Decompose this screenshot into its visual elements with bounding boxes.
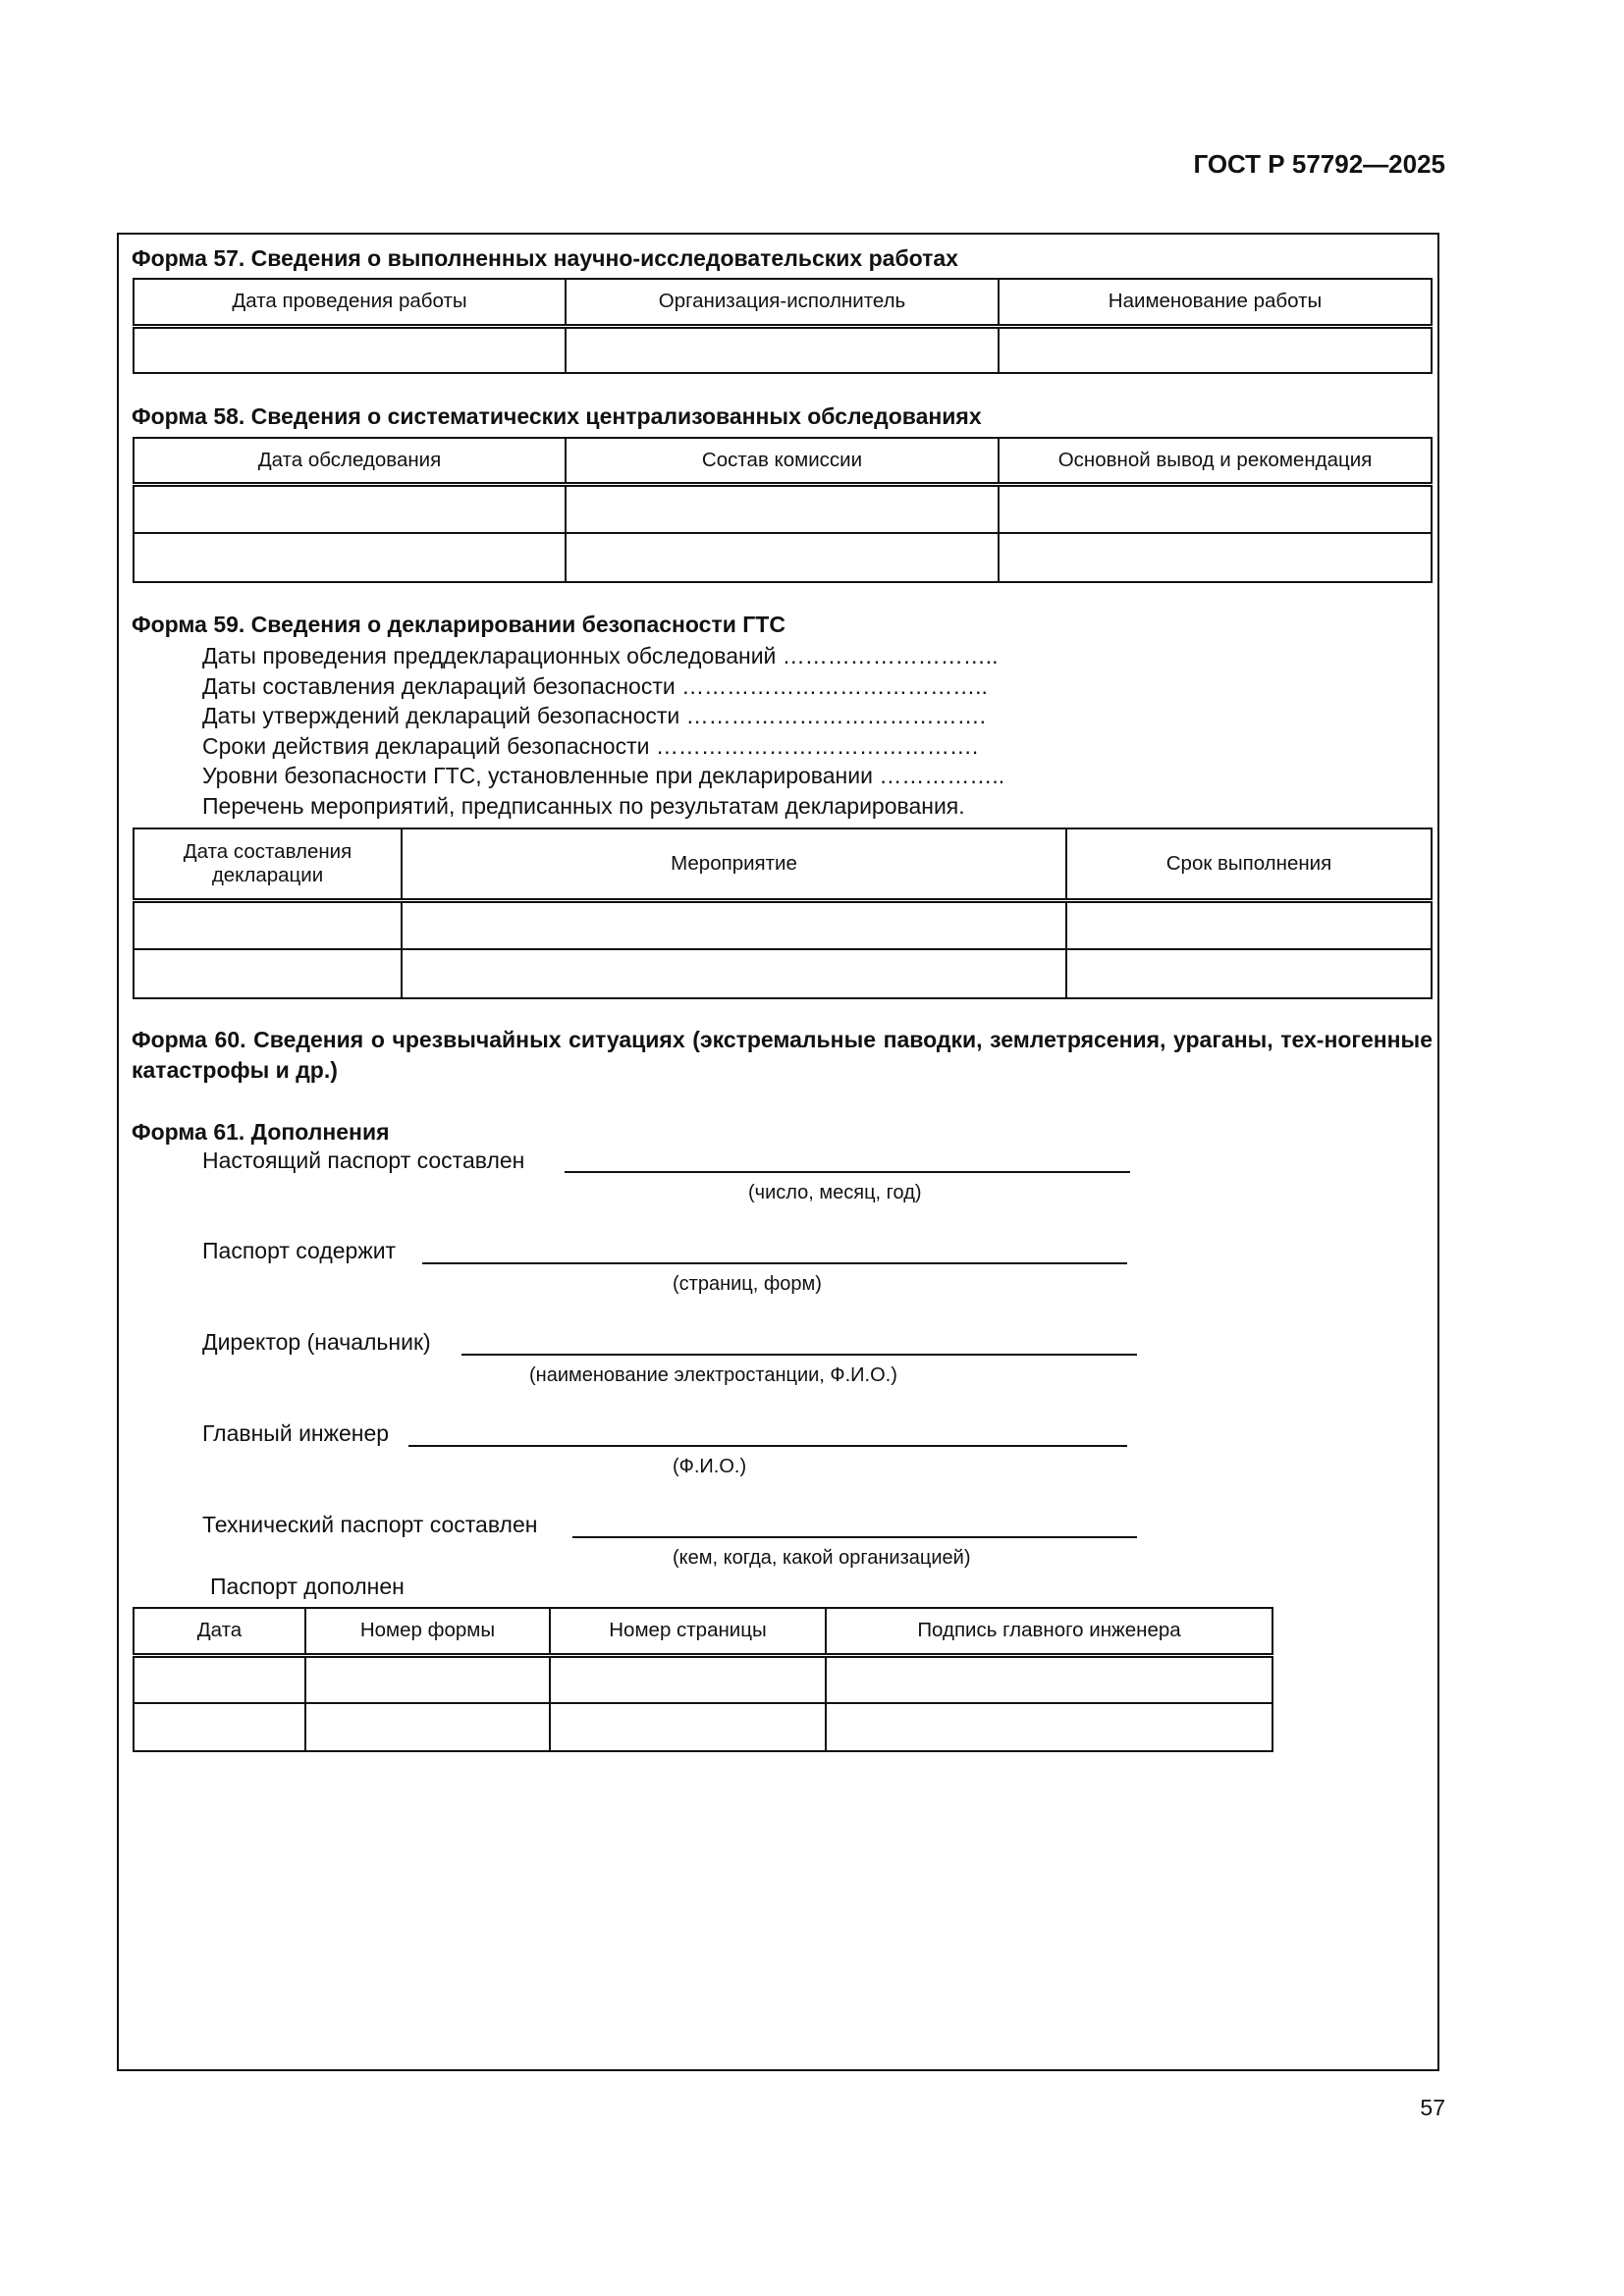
field-contains-caption: (страниц, форм) (673, 1273, 822, 1295)
form58-title: Форма 58. Сведения о систематических централизованных обследованиях (132, 403, 982, 429)
form61-col-signature: Подпись главного инженера (826, 1608, 1272, 1655)
form61-table (133, 1607, 1273, 1752)
table-cell[interactable] (826, 1655, 1272, 1703)
form59-table (133, 828, 1433, 999)
table-cell[interactable] (134, 1655, 305, 1703)
form59-col-measure: Мероприятие (402, 828, 1066, 900)
table-cell[interactable] (305, 1655, 550, 1703)
table-cell[interactable] (305, 1703, 550, 1751)
field-compiled-label: Настоящий паспорт составлен (202, 1148, 525, 1173)
table-cell[interactable] (826, 1703, 1272, 1751)
table-cell[interactable] (999, 533, 1432, 582)
table-row (134, 533, 1432, 582)
table-cell[interactable] (1066, 900, 1432, 949)
field-compiled-line[interactable] (565, 1171, 1130, 1173)
form59-col-deadline: Срок выполнения (1066, 828, 1432, 900)
field-tech-passport-label: Технический паспорт составлен (202, 1512, 538, 1537)
table-cell[interactable] (550, 1703, 826, 1751)
form59-line-predeclaration: Даты проведения преддекларационных обследований ……………………….. (202, 643, 999, 668)
standard-number: ГОСТ Р 57792—2025 (1193, 149, 1445, 179)
form59-col-date: Дата составления декларации (134, 828, 402, 900)
form61-col-page-number: Номер страницы (550, 1608, 826, 1655)
field-tech-passport-caption: (кем, когда, какой организацией) (673, 1547, 971, 1569)
table-cell[interactable] (550, 1655, 826, 1703)
form59-title: Форма 59. Сведения о декларировании безопасности ГТС (132, 612, 785, 637)
field-chief-engineer-caption: (Ф.И.О.) (673, 1456, 747, 1477)
table-row (134, 484, 1432, 533)
form61-title: Форма 61. Дополнения (132, 1119, 390, 1145)
form58-col-conclusion: Основной вывод и рекомендация (999, 438, 1432, 484)
field-chief-engineer-line[interactable] (408, 1445, 1127, 1447)
table-row (134, 1703, 1272, 1751)
page-number: 57 (1420, 2095, 1445, 2120)
field-director-line[interactable] (461, 1354, 1137, 1356)
field-chief-engineer-label: Главный инженер (202, 1420, 390, 1446)
form58-col-commission: Состав комиссии (566, 438, 999, 484)
field-contains-line[interactable] (422, 1262, 1127, 1264)
field-director-caption: (наименование электростанции, Ф.И.О.) (529, 1364, 897, 1386)
form57-col-work-name: Наименование работы (999, 279, 1432, 326)
table-row (134, 1655, 1272, 1703)
table-cell[interactable] (566, 533, 999, 582)
form61-col-date: Дата (134, 1608, 305, 1655)
table-cell[interactable] (134, 326, 566, 373)
table-cell[interactable] (566, 326, 999, 373)
form61-col-form-number: Номер формы (305, 1608, 550, 1655)
form57-col-date: Дата проведения работы (134, 279, 566, 326)
field-tech-passport-line[interactable] (572, 1536, 1137, 1538)
form59-line-validity: Сроки действия деклараций безопасности ……………………………………. (202, 733, 979, 759)
table-cell[interactable] (566, 484, 999, 533)
table-cell[interactable] (402, 949, 1066, 998)
table-cell[interactable] (134, 900, 402, 949)
supplement-label: Паспорт дополнен (210, 1574, 405, 1599)
table-cell[interactable] (999, 326, 1432, 373)
form59-line-compiled: Даты составления деклараций безопасности ………………………………….. (202, 673, 988, 699)
field-director-label: Директор (начальник) (202, 1329, 431, 1355)
form57-table (133, 278, 1433, 374)
table-row (134, 900, 1432, 949)
form57-col-organization: Организация-исполнитель (566, 279, 999, 326)
table-row (134, 326, 1432, 373)
field-compiled-caption: (число, месяц, год) (748, 1182, 922, 1203)
table-cell[interactable] (134, 949, 402, 998)
form58-col-date: Дата обследования (134, 438, 566, 484)
field-contains-label: Паспорт содержит (202, 1238, 397, 1263)
table-cell[interactable] (1066, 949, 1432, 998)
form57-title: Форма 57. Сведения о выполненных научно-исследовательских работах (132, 245, 958, 271)
form59-line-levels: Уровни безопасности ГТС, установленные при декларировании …………….. (202, 763, 1005, 788)
table-cell[interactable] (134, 1703, 305, 1751)
table-cell[interactable] (999, 484, 1432, 533)
form60-title: Форма 60. Сведения о чрезвычайных ситуациях (экстремальные паводки, землетрясения, ураганы, тех-ногенные катастрофы и др.) (132, 1027, 1433, 1083)
table-cell[interactable] (134, 533, 566, 582)
table-cell[interactable] (134, 484, 566, 533)
form59-line-measures: Перечень мероприятий, предписанных по результатам декларирования. (202, 793, 965, 819)
table-row (134, 949, 1432, 998)
table-cell[interactable] (402, 900, 1066, 949)
form58-table (133, 437, 1433, 583)
form59-line-approved: Даты утверждений деклараций безопасности …………………………………. (202, 703, 987, 728)
